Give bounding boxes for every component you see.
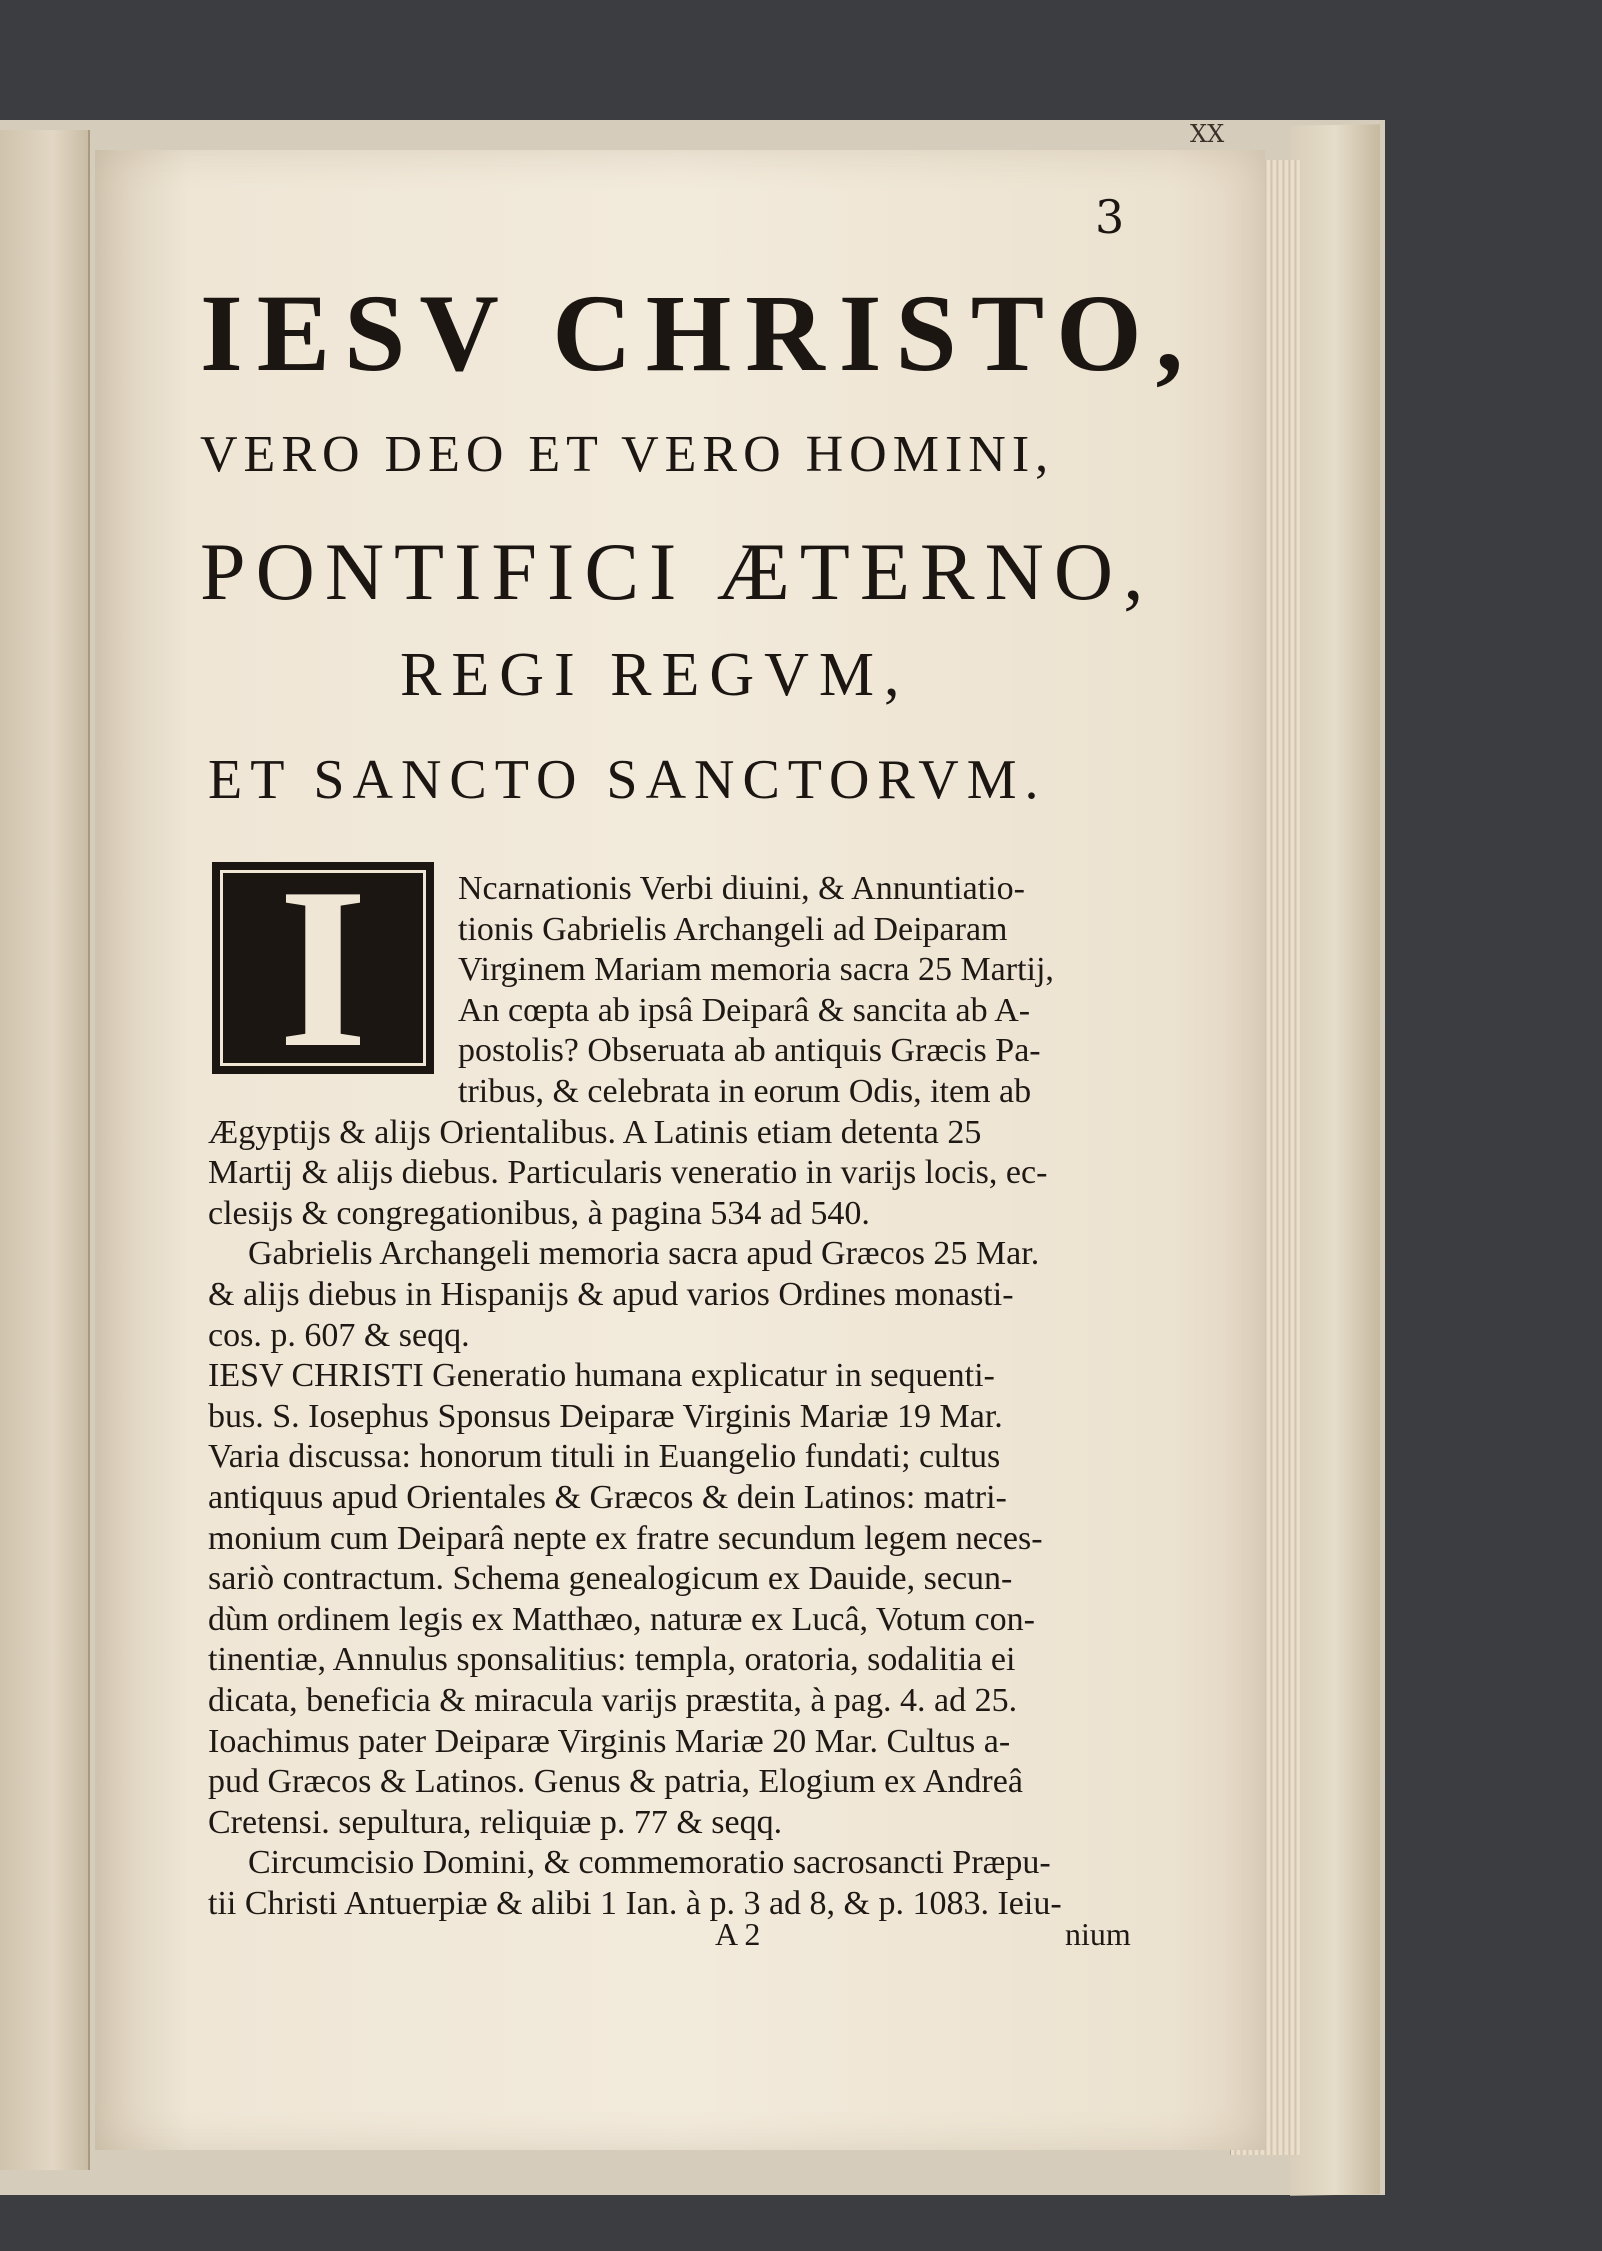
body-line: Virginem Mariam memoria sacra 25 Martij, [458,951,1054,989]
body-line: Ioachimus pater Deiparæ Virginis Mariæ 20 Mar. Cultus a- [208,1722,1011,1760]
body-line: tribus, & celebrata in eorum Odis, item ab [458,1073,1032,1110]
body-line: Ægyptijs & alijs Orientalibus. A Latinis etiam detenta 25 [208,1113,982,1151]
body-line: & alijs diebus in Hispanijs & apud varios Ordines monasti- [208,1276,1014,1313]
title-line-3: PONTIFICI ÆTERNO, [200,526,1154,617]
body-line: Circumcisio Domini, & commemoratio sacrosancti Præpu- [248,1844,1051,1882]
body-line: antiquus apud Orientales & Græcos & dein Latinos: matri- [208,1479,1007,1516]
body-line: pud Græcos & Latinos. Genus & patria, Elogium ex Andreâ [208,1763,1023,1801]
drop-cap [212,840,434,1095]
title-line-1: IESV CHRISTO, [200,272,1198,394]
body-line: Martij & alijs diebus. Particularis veneratio in varijs locis, ec- [208,1154,1048,1192]
body-line: tionis Gabrielis Archangeli ad Deiparam [458,910,1008,948]
body-line: clesijs & congregationibus, à pagina 534 ad 540. [208,1194,870,1232]
body-line: cos. p. 607 & seqq. [208,1316,470,1354]
body-line: sariò contractum. Schema genealogicum ex Dauide, secun- [208,1560,1013,1598]
body-line: dicata, beneficia & miracula varijs præstita, à pag. 4. ad 25. [208,1682,1018,1719]
body-line: IESV CHRISTI Generatio humana explicatur in sequenti- [208,1357,995,1395]
body-line: Ncarnationis Verbi diuini, & Annuntiatio- [458,870,1025,907]
body-line: Gabrielis Archangeli memoria sacra apud Græcos 25 Mar. [248,1235,1040,1273]
body-line: tinentiæ, Annulus sponsalitius: templa, oratoria, sodalitia ei [208,1641,1016,1679]
left-page [0,130,90,2170]
signature-mark: A 2 [715,1916,761,1952]
shelfmark: XX [1190,120,1225,148]
title-line-4: REGI REGVM, [400,641,910,709]
body-line: Varia discussa: honorum tituli in Euangelio fundati; cultus [208,1438,1001,1476]
title-line-2: VERO DEO ET VERO HOMINI, [200,426,1055,483]
body-line: tii Christi Antuerpiæ & alibi 1 Ian. à p. 3 ad 8, & p. 1083. Ieiu- [208,1885,1062,1922]
body-line: bus. S. Iosephus Sponsus Deiparæ Virginis Mariæ 19 Mar. [208,1397,1003,1435]
body-line: monium cum Deiparâ nepte ex fratre secundum legem neces- [208,1519,1043,1557]
page-number: 3 [1095,190,1125,244]
body-line: An cœpta ab ipsâ Deiparâ & sancita ab A- [458,991,1031,1029]
title-line-5: ET SANCTO SANCTORVM. [208,749,1047,811]
book-cover-edge [1290,124,1380,2196]
body-line: postolis? Obseruata ab antiquis Græcis Pa- [458,1032,1041,1070]
body-line: dùm ordinem legis ex Matthæo, naturæ ex Lucâ, Votum con- [208,1600,1035,1638]
catchword: nium [1065,1916,1131,1952]
body-line: Cretensi. sepultura, reliquiæ p. 77 & seqq. [208,1803,783,1841]
drop-cap-letter: I [278,840,368,1095]
